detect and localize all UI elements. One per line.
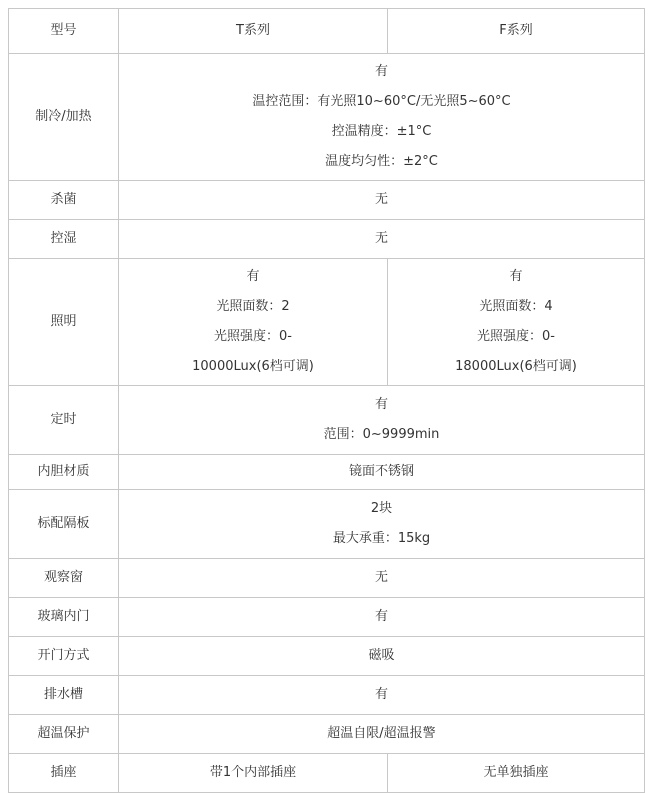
- f-lighting-value: [388, 259, 645, 386]
- cell-line: 有: [374, 64, 388, 79]
- cell-line: 控温精度：±1°C: [331, 124, 432, 139]
- table-header-row: [9, 9, 645, 54]
- table-row: [9, 598, 645, 637]
- table-row: [9, 754, 645, 793]
- sterilize-value: 无: [119, 181, 645, 220]
- table-row: [9, 715, 645, 754]
- table-row: [9, 220, 645, 259]
- t-series-header: T系列: [119, 9, 388, 54]
- row-label: 开门方式: [9, 637, 119, 676]
- row-label: 照明: [9, 259, 119, 386]
- cell-line: 最大承重：15kg: [332, 531, 431, 546]
- row-label: 定时: [9, 386, 119, 455]
- cell-line: 光照强度：0-: [214, 329, 292, 344]
- table-row: [9, 181, 645, 220]
- f-socket-value: 无单独插座: [388, 754, 645, 793]
- row-label: 杀菌: [9, 181, 119, 220]
- table-row: [9, 259, 645, 386]
- row-label: 玻璃内门: [9, 598, 119, 637]
- overtemp-value: 超温自限/超温报警: [119, 715, 645, 754]
- row-label: 插座: [9, 754, 119, 793]
- humidity-value: 无: [119, 220, 645, 259]
- glass-door-value: 有: [119, 598, 645, 637]
- drain-value: 有: [119, 676, 645, 715]
- model-header: 型号: [9, 9, 119, 54]
- cell-line: 有: [374, 397, 388, 412]
- table-row: [9, 559, 645, 598]
- cell-line: 18000Lux(6档可调): [455, 359, 577, 374]
- t-lighting-value: [119, 259, 388, 386]
- cell-line: 光照面数：2: [216, 299, 290, 314]
- table-row: [9, 386, 645, 455]
- spec-table: [8, 8, 645, 793]
- timer-value: [119, 386, 645, 455]
- cell-line: 2块: [370, 501, 393, 516]
- liner-value: 镜面不锈钢: [119, 455, 645, 490]
- cell-line: 温控范围：有光照10~60°C/无光照5~60°C: [252, 94, 511, 109]
- cell-line: 有: [509, 269, 523, 284]
- row-label: 制冷/加热: [9, 54, 119, 181]
- door-type-value: 磁吸: [119, 637, 645, 676]
- table-row: [9, 54, 645, 181]
- shelf-value: [119, 490, 645, 559]
- cell-line: 温度均匀性：±2°C: [325, 154, 438, 169]
- row-label: 排水槽: [9, 676, 119, 715]
- cell-line: 光照强度：0-: [477, 329, 555, 344]
- cooling-value: [119, 54, 645, 181]
- t-socket-value: 带1个内部插座: [119, 754, 388, 793]
- row-label: 超温保护: [9, 715, 119, 754]
- table-row: [9, 637, 645, 676]
- cell-line: 光照面数：4: [479, 299, 553, 314]
- window-value: 无: [119, 559, 645, 598]
- table-row: [9, 676, 645, 715]
- table-row: [9, 490, 645, 559]
- row-label: 标配隔板: [9, 490, 119, 559]
- cell-line: 范围：0~9999min: [323, 427, 440, 442]
- cell-line: 有: [246, 269, 260, 284]
- cell-line: 10000Lux(6档可调): [192, 359, 314, 374]
- table-row: [9, 455, 645, 490]
- row-label: 观察窗: [9, 559, 119, 598]
- row-label: 控湿: [9, 220, 119, 259]
- row-label: 内胆材质: [9, 455, 119, 490]
- f-series-header: F系列: [388, 9, 645, 54]
